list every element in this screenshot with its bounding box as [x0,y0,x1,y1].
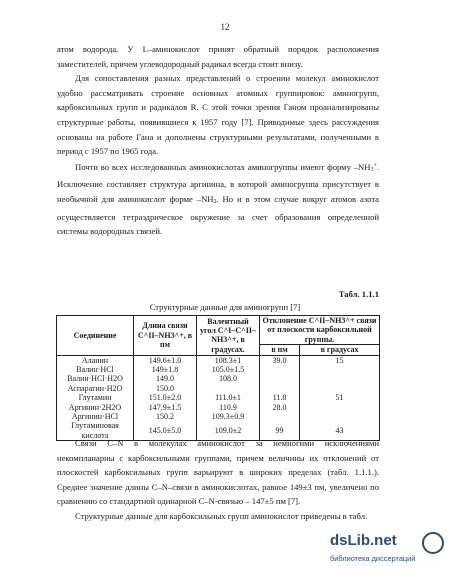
paragraph-3 [57,159,379,239]
table-row [57,384,380,393]
table-row [57,365,380,374]
header-pm: в пм [260,345,300,355]
cell-name: Аспарагин·H2O [57,384,134,393]
cell-pm: 39.0 [260,355,300,365]
cell-pm [260,412,300,421]
paragraph-3-subscript: 3 [370,166,374,173]
header-degrees: в градусах [300,345,380,355]
paragraph-2: Для сопоставления разных представлений о строении молекул аминокислот удобно рассматривать строение основных атомных группировок: аминогрупп, карбоксильных групп и радикалов R. С этой точки зрения Ганом проанализированы структурные работы, появившиеся к 1957 году [7]. Приводимые здесь рассуждения основаны на работе Гана и дополнены структурными результатами, полученными в период с 1957 по 1965 года. [57,73,379,157]
table-title: Структурные данные для аминогрупп [7] [149,302,301,312]
cell-length: 150.0 [134,384,197,393]
cell-name: Аргинин·2H2O [57,403,134,412]
cell-angle: 108.3±1 [197,355,260,365]
paragraph-3-part-a: Почти во всех исследованных аминокислотах аминогруппы имеют форму –NH [75,161,371,172]
paragraph-3-part-c: . Но и в этом случае вокруг атомов азота осуществляется тетраэдрическое окружение за счет образования определенной системы водородных связей. [57,193,379,237]
body-text-top [57,42,379,239]
cell-angle: 109.3±0.9 [197,412,260,421]
paragraph-3-subscript-2: 2 [213,198,217,205]
cell-angle [197,384,260,393]
cell-degrees [300,403,380,412]
header-compound: Соединение [57,316,134,356]
cell-degrees [300,412,380,421]
watermark-circle-icon [422,532,444,554]
watermark-logo: dsLib.net [330,532,397,549]
cell-angle: 108.0 [197,374,260,383]
cell-angle: 105.0±1.5 [197,365,260,374]
cell-name: Аланин [57,355,134,365]
cell-pm [260,374,300,383]
cell-length: 151.0±2.0 [134,393,197,402]
watermark [330,532,446,572]
cell-length: 150.2 [134,412,197,421]
body-text-bottom [57,436,379,524]
watermark-subtitle: библиотека диссертаций [330,554,416,563]
paragraph-1: атом водорода. У L–аминокислот принят обратный порядок расположения заместителей, причем углеводородный радикал всегда стоит внизу. [57,44,379,69]
cell-pm [260,384,300,393]
amino-group-table [56,315,380,441]
paragraph-4: Связи C–N в молекулах аминокислот за немногими исключениями некомпланарны с карбоксильными группами, причем величины их отклонений от плоскостей карбоксильных групп варьируют в широких пределах (табл. 1.1.1.). Среднее значение длины C–N–связи в аминокислотах, равное 149±3 пм, увеличено по сравнению со стандартной одинарной C–N-связью – 147±5 пм [7]. [57,438,379,507]
cell-name: Аргинин·HCl [57,412,134,421]
cell-degrees: 51 [300,393,380,402]
paragraph-5: Структурные данные для карбоксильных групп аминокислот приведены в табл. [75,510,368,521]
cell-length: 147.9±1.5 [134,403,197,412]
table-label: Табл. 1.1.1 [338,289,379,299]
cell-pm [260,365,300,374]
cell-length: 149.6±1.0 [134,355,197,365]
paragraph-3-part-b: . Исключение составляет структура аргинина, в которой аминогруппа присутствует в необычной для аминокислот форме –NH [57,161,379,204]
cell-length: 149.0 [134,374,197,383]
cell-name: Глутаминовая кислота [57,421,134,440]
cell-angle: 111.0±1 [197,393,260,402]
cell-length: 145.0±5.0 [134,421,197,440]
cell-angle: 110.9 [197,403,260,412]
cell-degrees [300,365,380,374]
table-row [57,403,380,412]
page-number: 12 [220,22,230,32]
cell-name: Валин·HCl [57,365,134,374]
table-row [57,412,380,421]
cell-pm: 99 [260,421,300,440]
cell-degrees: 15 [300,355,380,365]
table-row [57,393,380,402]
cell-pm: 11.8 [260,393,300,402]
paragraph-3-superscript: + [373,162,377,169]
header-deviation: Отклонение C^II–NH3^+ связи от плоскости карбоксильной группы. [260,316,380,345]
table-row [57,355,380,365]
header-angle: Валентный угол C^I–C^II–NH3^+, в градусах. [197,316,260,356]
cell-angle: 109.0±2 [197,421,260,440]
cell-pm: 28.0 [260,403,300,412]
cell-name: Валин·HCl·H2O [57,374,134,383]
cell-degrees: 43 [300,421,380,440]
table-row [57,374,380,383]
header-length: Длина связи C^II–NH3^+, в пм [134,316,197,356]
cell-length: 149±1.8 [134,365,197,374]
cell-degrees [300,374,380,383]
cell-degrees [300,384,380,393]
cell-name: Глутамин [57,393,134,402]
